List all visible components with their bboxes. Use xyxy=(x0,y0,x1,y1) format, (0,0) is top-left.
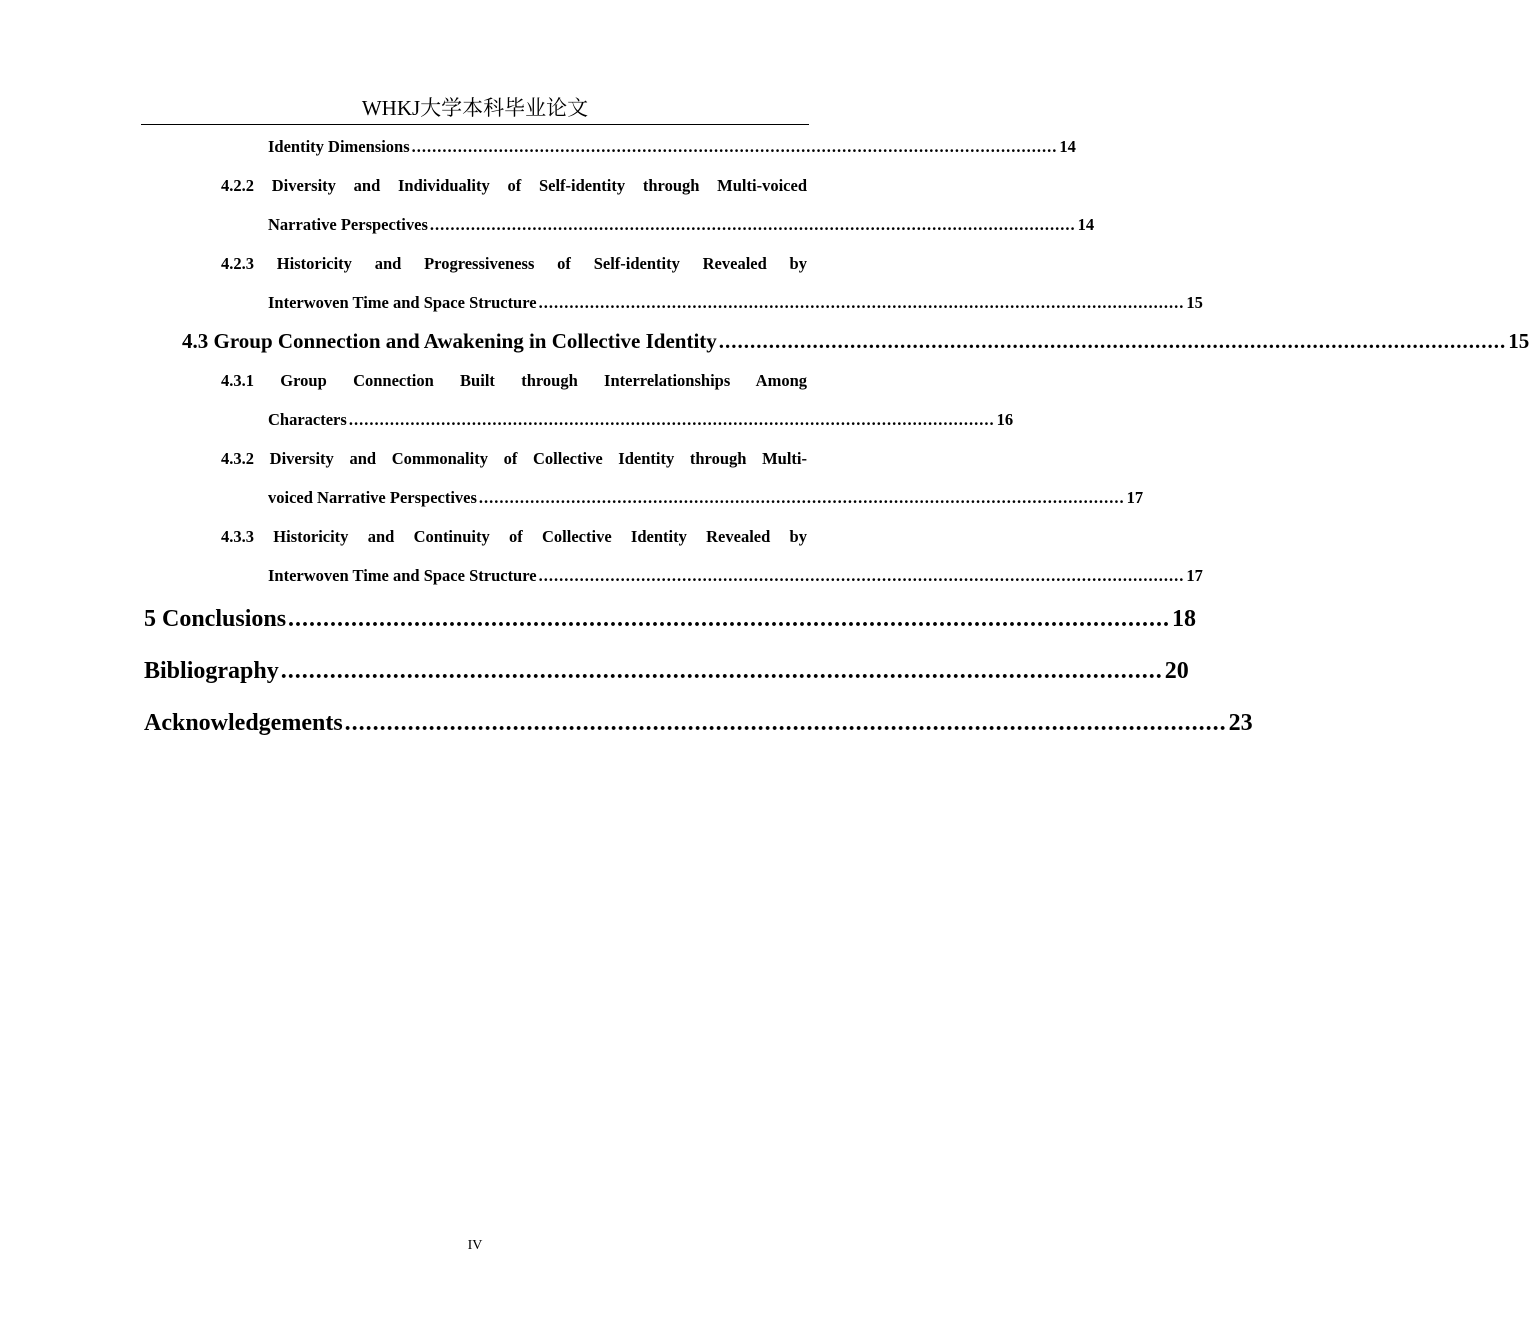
page-number: IV xyxy=(467,1238,483,1253)
toc-entry-page: 20 xyxy=(1164,658,1189,684)
toc-entry-4-2-2-line1[interactable]: 4.2.2 Diversity and Individuality of Self-identity through Multi-voiced xyxy=(221,176,807,195)
toc-entry-title: Acknowledgements xyxy=(144,710,343,736)
toc-entry-title: 5 Conclusions xyxy=(144,606,287,632)
toc-entry-page: 17 xyxy=(1186,566,1203,585)
toc-entry-title: voiced Narrative Perspectives xyxy=(268,488,477,507)
toc-entry-bibliography[interactable] xyxy=(144,658,1189,685)
toc-entry-5-conclusions[interactable] xyxy=(144,606,1197,633)
toc-entry-page: 15 xyxy=(1508,329,1529,353)
toc-entry-4-3[interactable] xyxy=(182,329,1529,354)
dot-leader: .............................................................................................................................. xyxy=(429,215,1076,234)
header-rule xyxy=(141,124,809,125)
toc-entry-4-3-1-line1[interactable]: 4.3.1 Group Connection Built through Interrelationships Among xyxy=(221,371,807,390)
toc-entry-title: Bibliography xyxy=(144,658,279,684)
toc-entry-identity-dimensions[interactable] xyxy=(268,137,1076,157)
dot-leader: .............................................................................................................................. xyxy=(478,488,1125,507)
dot-leader: .............................................................................................................................. xyxy=(288,606,1171,632)
toc-entry-page: 15 xyxy=(1186,293,1203,312)
toc-entry-page: 17 xyxy=(1126,488,1144,507)
toc-entry-4-2-2-line2[interactable] xyxy=(268,215,1095,235)
toc-entry-4-3-2-line1[interactable]: 4.3.2 Diversity and Commonality of Collective Identity through Multi- xyxy=(221,449,807,468)
toc-entry-page: 14 xyxy=(1059,137,1076,156)
toc-entry-title: Interwoven Time and Space Structure xyxy=(268,293,537,312)
toc-entry-title: Identity Dimensions xyxy=(268,137,410,156)
toc-entry-page: 14 xyxy=(1077,215,1095,234)
toc-entry-page: 18 xyxy=(1172,606,1197,632)
toc-entry-title: Interwoven Time and Space Structure xyxy=(268,566,537,585)
toc-entry-page: 23 xyxy=(1228,710,1253,736)
toc-entry-title: Narrative Perspectives xyxy=(268,215,428,234)
dot-leader: .............................................................................................................................. xyxy=(411,137,1058,156)
dot-leader: .............................................................................................................................. xyxy=(344,710,1227,736)
dot-leader: .............................................................................................................................. xyxy=(348,410,995,429)
toc-entry-page: 16 xyxy=(996,410,1014,429)
toc-entry-4-3-3-line2[interactable] xyxy=(268,566,1203,586)
toc-entry-4-3-1-line2[interactable] xyxy=(268,410,1014,430)
toc-entry-4-3-3-line1[interactable]: 4.3.3 Historicity and Continuity of Collective Identity Revealed by xyxy=(221,527,807,546)
toc-entry-acknowledgements[interactable] xyxy=(144,710,1253,737)
dot-leader: .............................................................................................................................. xyxy=(538,566,1185,585)
toc-entry-4-2-3-line2[interactable] xyxy=(268,293,1203,313)
dot-leader: .............................................................................................................................. xyxy=(280,658,1163,684)
header-title: WHKJ大学本科毕业论文 xyxy=(361,96,589,120)
toc-entry-4-3-2-line2[interactable] xyxy=(268,488,1144,508)
dot-leader: .............................................................................................................................. xyxy=(538,293,1185,312)
dot-leader: .............................................................................................................................. xyxy=(718,329,1507,353)
toc-entry-title: Characters xyxy=(268,410,347,429)
toc-entry-4-2-3-line1[interactable]: 4.2.3 Historicity and Progressiveness of Self-identity Revealed by xyxy=(221,254,807,273)
toc-entry-title: 4.3 Group Connection and Awakening in Collective Identity xyxy=(182,329,717,353)
